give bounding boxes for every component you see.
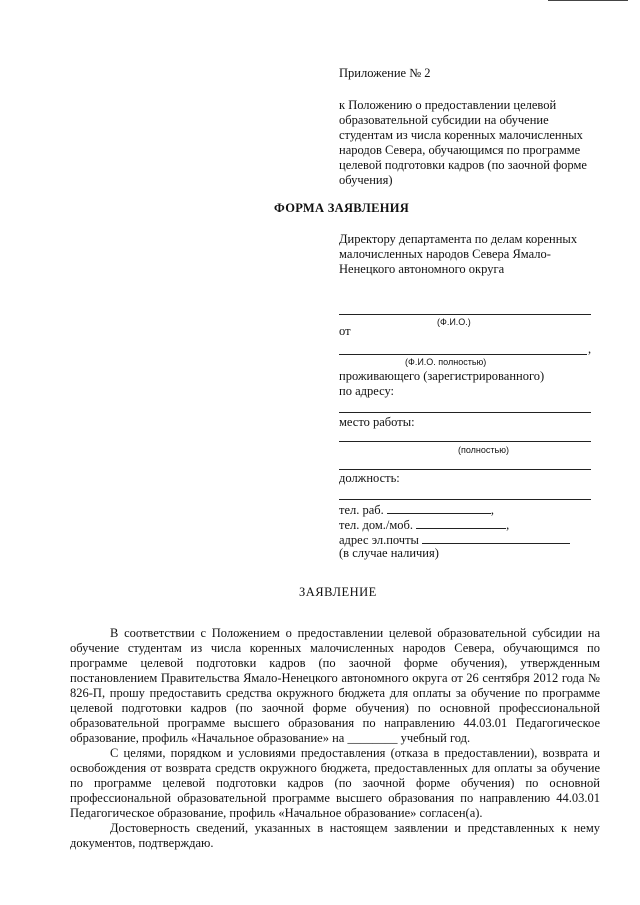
paragraph-2: С целями, порядком и условиями предоставления (отказа в предоставлении), возврата и освобождения от возврата средств окружного бюджета, предоставленных для оплаты за обучение по программе целевой подготовки кадров (по заочной форме обучения) по основной профессиональной образовательной программе высшего образования по направлению 44.03.01 Педагогическое образование, профиль «Начальное образование» согласен(а).	[70, 746, 600, 820]
residing-label: проживающего (зарегистрированного)	[339, 369, 545, 383]
workplace-line-2[interactable]	[339, 469, 591, 470]
form-title: ФОРМА ЗАЯВЛЕНИЯ	[274, 201, 410, 215]
email-field[interactable]	[422, 532, 570, 544]
full-caption: (полностью)	[458, 445, 509, 455]
position-line[interactable]	[339, 499, 591, 500]
statement-title: ЗАЯВЛЕНИЕ	[299, 585, 377, 599]
tel-work-label: тел. раб.	[339, 503, 384, 517]
from-fio-line[interactable]	[339, 354, 587, 355]
fio-full-caption: (Ф.И.О. полностью)	[405, 357, 487, 367]
appendix-number: Приложение № 2	[339, 66, 431, 80]
address-label: по адресу:	[339, 384, 395, 398]
statement-body	[70, 626, 600, 851]
top-edge-line	[548, 0, 628, 1]
from-label: от	[339, 324, 351, 338]
comma: ,	[588, 342, 592, 356]
position-label: должность:	[339, 471, 400, 485]
tel-home-row: тел. дом./моб. ,	[339, 518, 510, 532]
paragraph-1: В соответствии с Положением о предоставлении целевой образовательной субсидии на обучение студентам из числа коренных малочисленных народов Севера, обучающимся по программе целевой подготовки кадров (по заочной форме обучения), утвержденным постановлением Правительства Ямало-Ненецкого автономного округа от 26 сентября 2012 года № 826-П, прошу предоставить средства окружного бюджета для оплаты за обучение по программе целевой подготовки кадров (по заочной форме обучения) по основной профессиональной образовательной программе высшего образования по направлению 44.03.01 Педагогическое образование, профиль «Начальное образование» на ________ учебный год.	[70, 626, 600, 745]
email-note: (в случае наличия)	[339, 546, 439, 560]
tel-home-label: тел. дом./моб.	[339, 518, 414, 532]
tel-work-field[interactable]	[387, 502, 491, 514]
address-line[interactable]	[339, 412, 591, 413]
fio-line[interactable]	[339, 314, 591, 315]
fio-caption: (Ф.И.О.)	[437, 317, 471, 327]
workplace-line[interactable]	[339, 441, 591, 442]
appendix-description: к Положению о предоставлении целевой образовательной субсидии на обучение студентам из числа коренных малочисленных народов Севера, обучающимся по программе целевой подготовки кадров (по заочной форме обучения)	[339, 98, 587, 187]
tel-work-row: тел. раб. ,	[339, 503, 495, 517]
workplace-label: место работы:	[339, 415, 415, 429]
addressee: Директору департамента по делам коренных малочисленных народов Севера Ямало-Ненецкого автономного округа	[339, 232, 578, 276]
paragraph-3: Достоверность сведений, указанных в настоящем заявлении и представленных к нему документов, подтверждаю.	[70, 821, 600, 850]
email-label: адрес эл.почты	[339, 533, 419, 547]
tel-home-field[interactable]	[416, 517, 506, 529]
